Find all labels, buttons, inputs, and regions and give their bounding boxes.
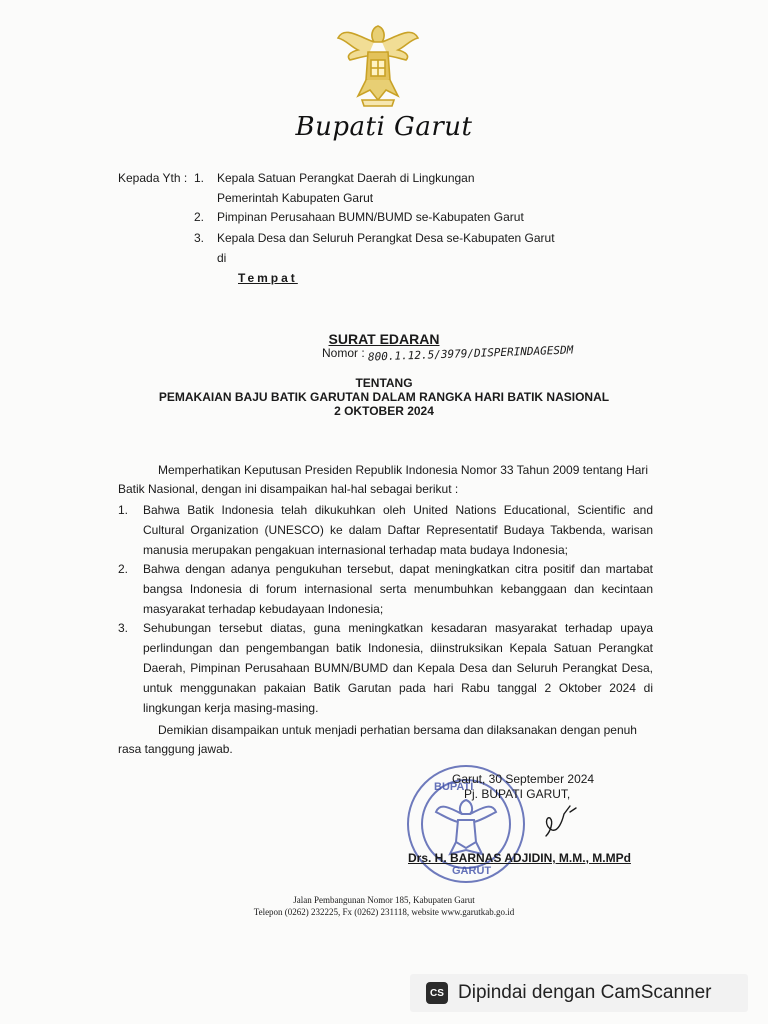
document-title bbox=[0, 331, 768, 347]
scanner-watermark bbox=[410, 974, 748, 1012]
footer-contact: Telepon (0262) 232225, Fx (0262) 231118, website www.garutkab.go.id bbox=[253, 907, 515, 917]
closing-line: rasa tanggung jawab. bbox=[118, 742, 233, 756]
document-number bbox=[322, 343, 574, 364]
intro-line: Batik Nasional, dengan ini disampaikan hal-hal sebagai berikut : bbox=[118, 482, 459, 496]
point-text: Sehubungan tersebut diatas, guna meningkatkan kesadaran masyarakat terhadap upaya perlindungan dan pengembangan batik Indonesia, diinstruksikan Kepala Satuan Perangkat Daerah, Pimpinan Perusahaan BUMN/BUMD dan Kepala Desa dan Seluruh Perangkat Desa, untuk menggunakan pakaian Batik Garutan pada hari Rabu tanggal 2 Oktober 2024 di lingkungan kerja masing-masing. bbox=[143, 621, 653, 715]
garuda-emblem-icon bbox=[328, 16, 428, 112]
handwritten-signature-icon bbox=[540, 802, 580, 840]
point-text: Bahwa Batik Indonesia telah dikukuhkan oleh United Nations Educational, Scientific and Cultural Organization (UNESCO) ke dalam Daftar Representatif Budaya Takbenda, warisan manusia merupakan pengakuan internasional terhadap mata budaya Indonesia; bbox=[143, 503, 653, 557]
intro-line: Memperhatikan Keputusan Presiden Republik Indonesia Nomor 33 Tahun 2009 tentang Hari bbox=[158, 463, 649, 477]
point-number: 2. bbox=[118, 562, 129, 576]
recipient-number: 3. bbox=[194, 231, 205, 245]
footer-address: Jalan Pembangunan Nomor 185, Kabupaten Garut bbox=[293, 895, 475, 905]
signature-place-date: Garut, 30 September 2024 bbox=[452, 772, 595, 786]
point-text: Bahwa dengan adanya pengukuhan tersebut, dapat meningkatkan citra positif dan martabat bangsa Indonesia di forum internasional serta menumbuhkan kebanggaan dan kecintaan masyarakat terhadap kebudayaan Indonesia; bbox=[143, 562, 653, 616]
recipient-number: 1. bbox=[194, 171, 205, 185]
signature-name: Drs. H. BARNAS ADJIDIN, M.M., M.MPd bbox=[408, 851, 631, 865]
camscanner-logo-icon: CS bbox=[426, 982, 448, 1004]
recipients-label: Kepada Yth : bbox=[118, 171, 188, 185]
recipient-line: Kepala Desa dan Seluruh Perangkat Desa se-Kabupaten Garut bbox=[217, 231, 555, 245]
recipient-line: Pemerintah Kabupaten Garut bbox=[217, 191, 374, 205]
scanner-watermark-label: Dipindai dengan CamScanner bbox=[458, 982, 712, 1003]
recipient-tempat: Tempat bbox=[238, 271, 298, 285]
recipient-line: Kepala Satuan Perangkat Daerah di Lingkungan bbox=[217, 171, 475, 185]
document-title-text: SURAT EDARAN bbox=[328, 331, 440, 347]
tentang-heading: TENTANG bbox=[355, 376, 413, 390]
point-number: 3. bbox=[118, 621, 129, 635]
document-number-label: Nomor : bbox=[322, 346, 365, 360]
recipient-number: 2. bbox=[194, 210, 205, 224]
letterhead-title: Bupati Garut bbox=[295, 112, 473, 142]
point-number: 1. bbox=[118, 503, 129, 517]
document-number-value: 800.1.12.5/3979/DISPERINDAGESDM bbox=[367, 343, 574, 364]
recipient-line: Pimpinan Perusahaan BUMN/BUMD se-Kabupaten Garut bbox=[217, 210, 524, 224]
subject-line: 2 OKTOBER 2024 bbox=[334, 404, 434, 418]
signature-position: Pj. BUPATI GARUT, bbox=[464, 787, 571, 801]
stamp-top-text: BUPATI bbox=[434, 781, 474, 793]
subject-line: PEMAKAIAN BAJU BATIK GARUTAN DALAM RANGKA HARI BATIK NASIONAL bbox=[158, 390, 610, 404]
stamp-bottom-text: GARUT bbox=[452, 865, 492, 877]
recipient-di: di bbox=[217, 251, 227, 265]
closing-line: Demikian disampaikan untuk menjadi perhatian bersama dan dilaksanakan dengan penuh bbox=[158, 723, 637, 737]
